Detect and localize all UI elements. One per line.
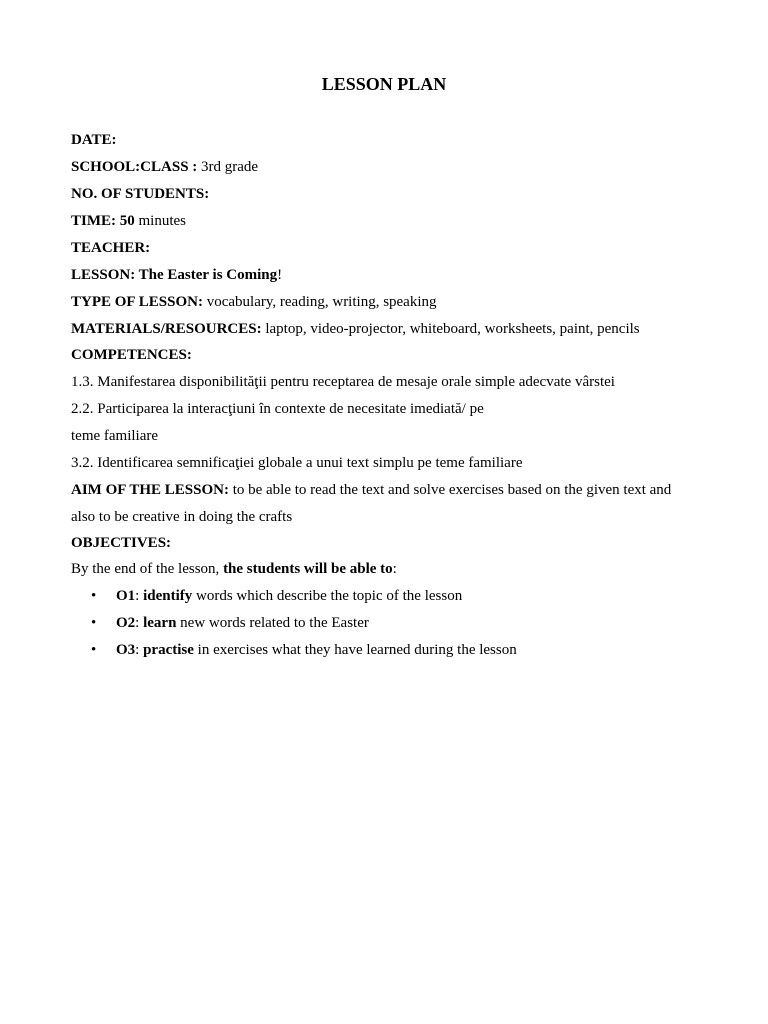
- teacher-line: [71, 238, 150, 258]
- materials-label: MATERIALS/RESOURCES:: [71, 321, 262, 337]
- bullet-icon: •: [91, 588, 97, 604]
- objective-code: O1: [116, 588, 136, 604]
- competences-heading: [71, 345, 192, 365]
- objective-text: [116, 586, 462, 606]
- objectives-intro: [71, 559, 397, 579]
- objectives-intro-bold: the students will be able to: [223, 561, 393, 577]
- competence-item-continuation: teme familiare: [71, 428, 159, 444]
- time-line: [71, 211, 186, 231]
- objective-rest: in exercises what they have learned during the lesson: [193, 642, 517, 658]
- type-of-lesson-line: [71, 292, 437, 312]
- lesson-line: [71, 265, 282, 285]
- objective-rest: words which describe the topic of the lesson: [192, 588, 463, 604]
- objective-verb: identify: [143, 588, 193, 604]
- objectives-intro-suffix: :: [392, 561, 397, 577]
- objective-text: [116, 613, 369, 633]
- aim-label: AIM OF THE LESSON:: [71, 482, 229, 498]
- lesson-label: LESSON: The Easter is Coming: [71, 267, 278, 283]
- lesson-suffix: !: [277, 267, 283, 283]
- objective-rest: new words related to the Easter: [176, 615, 369, 631]
- school-class-line: [71, 157, 258, 177]
- objective-separator: :: [135, 615, 144, 631]
- students-line: [71, 184, 209, 204]
- page-title: LESSON PLAN: [321, 74, 447, 94]
- bullet-icon: •: [91, 642, 97, 658]
- date-line: [71, 130, 117, 150]
- time-value: minutes: [134, 213, 186, 229]
- objectives-intro-prefix: By the end of the lesson,: [71, 561, 224, 577]
- objective-verb: learn: [143, 615, 177, 631]
- competence-item: 2.2. Participarea la interacţiuni în contexte de necesitate imediată/ pe: [71, 401, 484, 417]
- objective-code: O3: [116, 642, 136, 658]
- bullet-icon: •: [91, 615, 97, 631]
- aim-line: [71, 480, 671, 500]
- type-of-lesson-label: TYPE OF LESSON:: [71, 294, 203, 310]
- school-class-label: SCHOOL:CLASS :: [71, 159, 198, 175]
- objectives-heading: [71, 533, 171, 553]
- objective-code: O2: [116, 615, 136, 631]
- materials-value: laptop, video-projector, whiteboard, worksheets, paint, pencils: [261, 321, 640, 337]
- objective-verb: practise: [143, 642, 194, 658]
- school-class-value: 3rd grade: [197, 159, 259, 175]
- objective-separator: :: [135, 642, 144, 658]
- competences-label: COMPETENCES:: [71, 347, 192, 363]
- time-label: TIME: 50: [71, 213, 135, 229]
- aim-text-line1: to be able to read the text and solve exercises based on the given text and: [228, 482, 672, 498]
- type-of-lesson-value: vocabulary, reading, writing, speaking: [202, 294, 437, 310]
- aim-text-line2: also to be creative in doing the crafts: [71, 509, 293, 525]
- objective-text: [116, 640, 517, 660]
- competence-item: 3.2. Identificarea semnificaţiei globale a unui text simplu pe teme familiare: [71, 455, 523, 471]
- date-label: DATE:: [71, 132, 117, 148]
- objectives-label: OBJECTIVES:: [71, 535, 172, 551]
- students-label: NO. OF STUDENTS:: [71, 186, 210, 202]
- competence-item: 1.3. Manifestarea disponibilităţii pentru receptarea de mesaje orale simple adecvate vârstei: [71, 374, 615, 390]
- materials-line: [71, 319, 640, 339]
- objective-separator: :: [135, 588, 144, 604]
- teacher-label: TEACHER:: [71, 240, 151, 256]
